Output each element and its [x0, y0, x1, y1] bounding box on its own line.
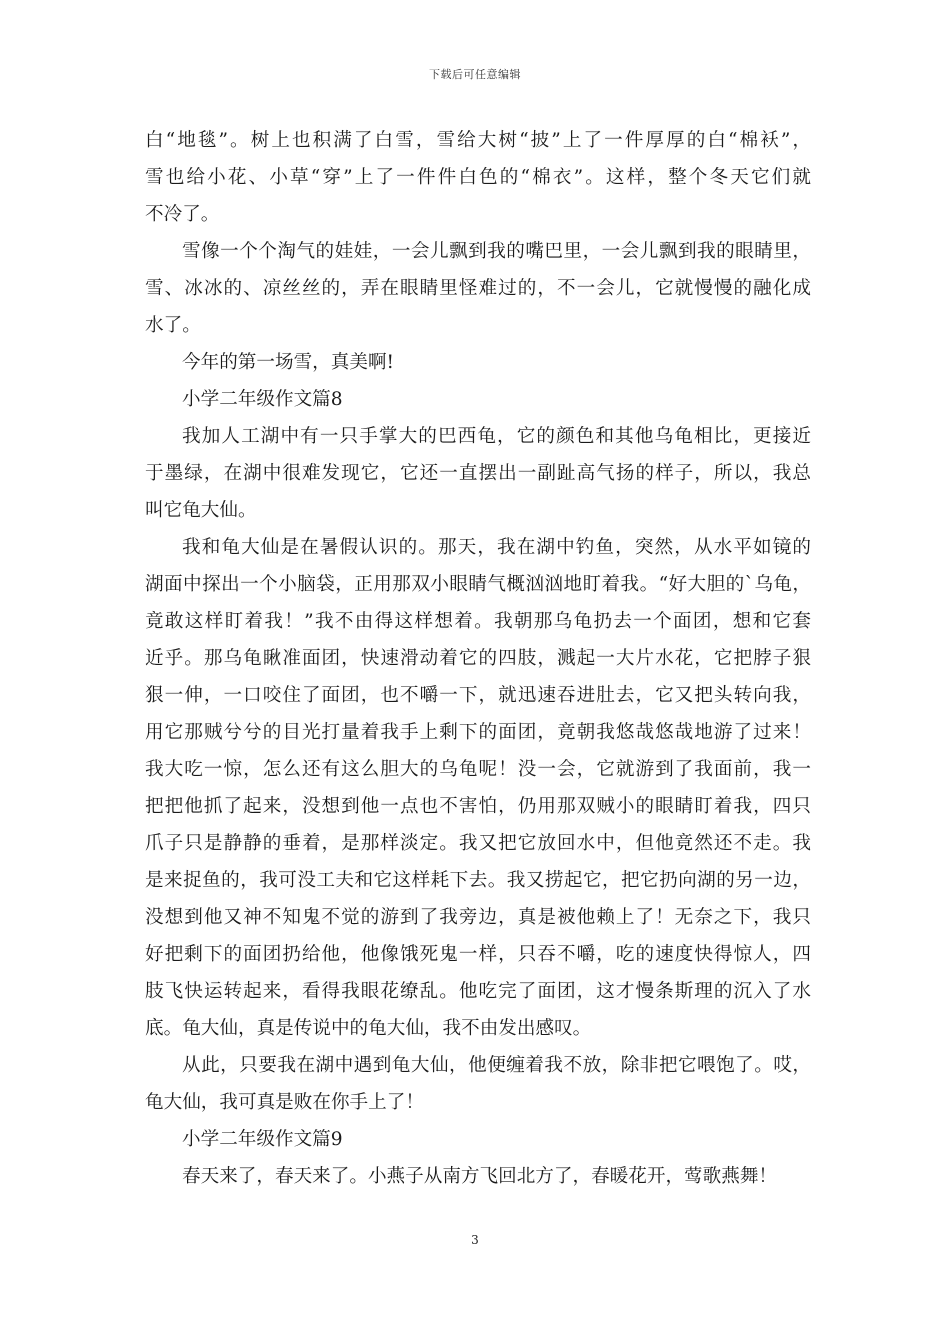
text-line: 是来捉鱼的，我可没工夫和它这样耗下去。我又捞起它，把它扔向湖的另一边， [145, 870, 811, 891]
text-line: 狠一伸，一口咬住了面团，也不嚼一下，就迅速吞进肚去，它又把头转向我， [145, 685, 811, 706]
text-line: 雪、冰冰的、凉丝丝的，弄在眼睛里怪难过的，不一会儿，它就慢慢的融化成 [145, 278, 811, 299]
text-line: 小学二年级作文篇9 [182, 1129, 343, 1150]
text-line: 龟大仙，我可真是败在你手上了！ [145, 1092, 424, 1113]
text-line: 底。龟大仙，真是传说中的龟大仙，我不由发出感叹。 [145, 1018, 592, 1039]
text-line: 爪子只是静静的垂着，是那样淡定。我又把它放回水中，但他竟然还不走。我 [145, 833, 811, 854]
text-line: 于墨绿，在湖中很难发现它，它还一直摆出一副趾高气扬的样子，所以，我总 [145, 463, 811, 484]
text-line: 不冷了。 [145, 204, 220, 225]
text-line: 肢飞快运转起来，看得我眼花缭乱。他吃完了面团，这才慢条斯理的沉入了水 [145, 981, 811, 1002]
page-number: 3 [471, 1233, 479, 1247]
text-line: 雪也给小花、小草“穿”上了一件件白色的“棉衣”。这样，整个冬天它们就 [145, 167, 811, 188]
page-header: 下载后可任意编辑 [429, 68, 521, 81]
document-body [145, 122, 811, 1195]
text-line: 竟敢这样盯着我！”我不由得这样想着。我朝那乌龟扔去一个面团，想和它套 [145, 611, 811, 632]
text-line: 白“地毯”。树上也积满了白雪，雪给大树“披”上了一件厚厚的白“棉袄”， [145, 130, 811, 151]
text-line: 把把他抓了起来，没想到他一点也不害怕，仍用那双贼小的眼睛盯着我，四只 [145, 796, 811, 817]
text-line: 我和龟大仙是在暑假认识的。那天，我在湖中钓鱼，突然，从水平如镜的 [182, 537, 811, 558]
text-line: 近乎。那乌龟瞅准面团，快速滑动着它的四肢，溅起一大片水花，它把脖子狠 [145, 648, 811, 669]
text-line: 好把剩下的面团扔给他，他像饿死鬼一样，只吞不嚼，吃的速度快得惊人，四 [145, 944, 811, 965]
text-line: 我加人工湖中有一只手掌大的巴西龟，它的颜色和其他乌龟相比，更接近 [182, 426, 811, 447]
text-line: 小学二年级作文篇8 [182, 389, 343, 410]
text-line: 春天来了，春天来了。小燕子从南方飞回北方了，春暖花开，莺歌燕舞！ [182, 1166, 778, 1187]
text-line: 湖面中探出一个小脑袋，正用那双小眼睛气概汹汹地盯着我。“好大胆的`乌龟， [145, 574, 811, 595]
text-line: 今年的第一场雪，真美啊! [182, 352, 395, 373]
text-line: 从此，只要我在湖中遇到龟大仙，他便缠着我不放，除非把它喂饱了。哎， [182, 1055, 811, 1076]
text-line: 雪像一个个淘气的娃娃，一会儿飘到我的嘴巴里，一会儿飘到我的眼睛里， [182, 241, 811, 262]
text-line: 没想到他又神不知鬼不觉的游到了我旁边，真是被他赖上了！无奈之下，我只 [145, 907, 811, 928]
text-line: 用它那贼兮兮的目光打量着我手上剩下的面团，竟朝我悠哉悠哉地游了过来！ [145, 722, 811, 743]
text-line: 水了。 [145, 315, 201, 336]
text-line: 叫它龟大仙。 [145, 500, 257, 521]
text-line: 我大吃一惊，怎么还有这么胆大的乌龟呢！没一会，它就游到了我面前，我一 [145, 759, 811, 780]
